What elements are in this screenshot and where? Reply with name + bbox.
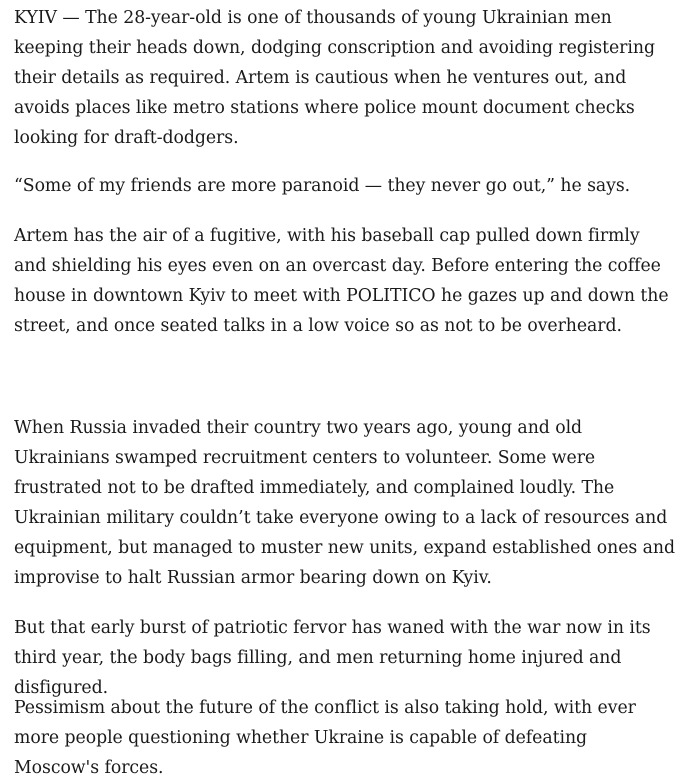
article-paragraph-invasion: When Russia invaded their country two years ago, young and old Ukrainians swamped recruitment centers to volunteer. Some were frustrated not to be drafted immediately, and complained loudly. The Ukrainian military couldn’t take everyone owing to a lack of resources and equipment, but managed to muster new units, expand established ones and improvise to halt Russian armor bearing down on Kyiv. — [14, 418, 675, 588]
article-paragraph-fugitive: Artem has the air of a fugitive, with his baseball cap pulled down firmly and shielding his eyes even on an overcast day. Before entering the coffee house in downtown Kyiv to meet with POLITICO he gazes up and down the street, and once seated talks in a low voice so as not to be overheard. — [14, 226, 669, 336]
article-paragraph-pessimism: Pessimism about the future of the conflict is also taking hold, with ever more people questioning whether Ukraine is capable of defeating Moscow's forces. — [14, 698, 636, 778]
article-paragraph-quote: “Some of my friends are more paranoid — they never go out,” he says. — [14, 176, 631, 196]
article-paragraph-intro: KYIV — The 28-year-old is one of thousands of young Ukrainian men keeping their heads down, dodging conscription and avoiding registering their details as required. Artem is cautious when he ventures out, and avoids places like metro stations where police mount document checks looking for draft-dodgers. — [14, 8, 655, 148]
article-paragraph-fervor: But that early burst of patriotic fervor has waned with the war now in its third year, the body bags filling, and men returning home injured and disfigured. — [14, 618, 651, 698]
